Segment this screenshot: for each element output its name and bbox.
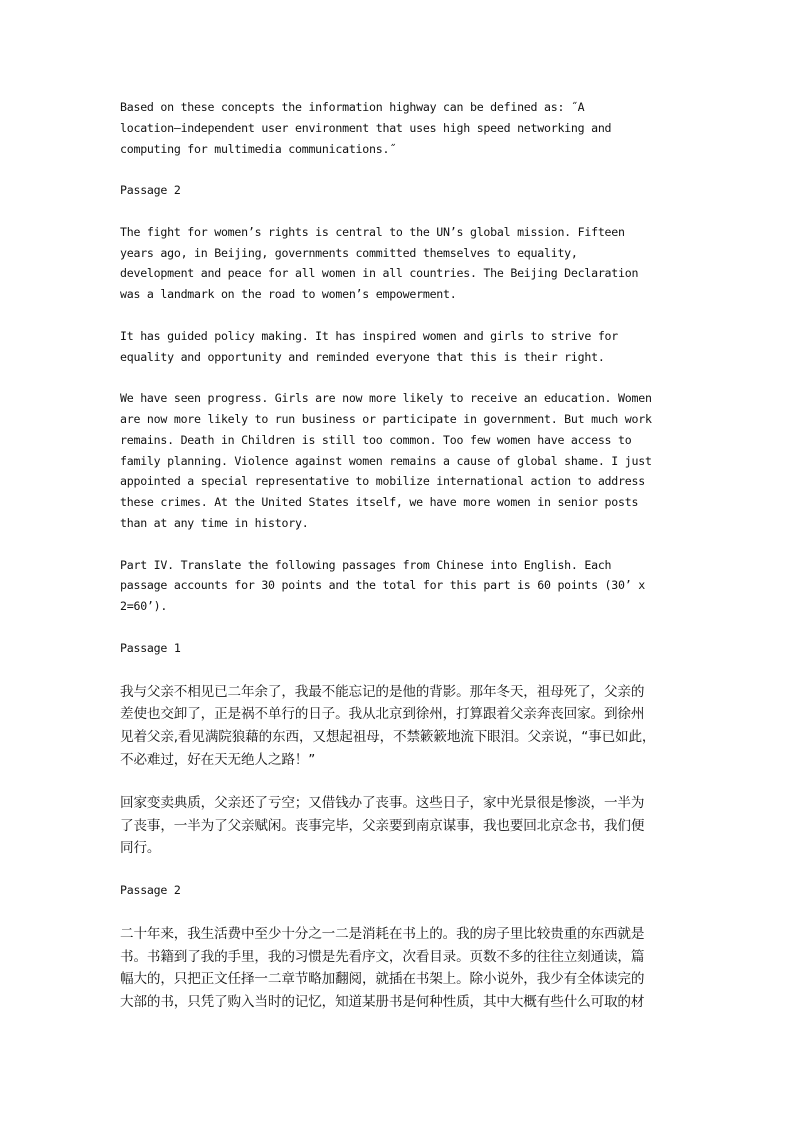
text-line: It has guided policy making. It has inspired women and girls to strive for: [120, 328, 619, 343]
text-line: 书。书籍到了我的手里，我的习惯是先看序文，次看目录。页数不多的往往立刻通读，篇: [120, 948, 645, 965]
passage-2-paragraph-1: [120, 222, 690, 305]
text-line: than at any time in history.: [120, 515, 309, 530]
text-line: appointed a special representative to mobilize international action to address: [120, 474, 645, 489]
chinese-paragraph-3: [120, 923, 690, 1014]
text-line: 了丧事，一半为了父亲赋闲。丧事完毕，父亲要到南京谋事，我也要回北京念书，我们便: [120, 817, 645, 834]
text-line: remains. Death in Children is still too common. Too few women have access to: [120, 432, 632, 447]
intro-paragraph: [120, 97, 690, 159]
passage-2-heading: Passage 2: [120, 183, 181, 198]
text-line: 我与父亲不相见已二年余了，我最不能忘记的是他的背影。那年冬天，祖母死了，父亲的: [120, 683, 645, 700]
part-iv-passage-1-heading: Passage 1: [120, 640, 181, 655]
text-line: Based on these concepts the information highway can be defined as: ˝A: [120, 100, 585, 114]
part-iv-passage-2-heading: Passage 2: [120, 883, 181, 898]
passage-2-paragraph-2: [120, 326, 690, 368]
text-line: 二十年来，我生活费中至少十分之一二是消耗在书上的。我的房子里比较贵重的东西就是: [120, 925, 645, 942]
text-line: Part IV. Translate the following passages from Chinese into English. Each: [120, 557, 612, 572]
text-line: 同行。: [120, 840, 161, 857]
text-line: are now more likely to run business or participate in government. But much work: [120, 411, 652, 426]
document-body: [120, 97, 690, 1034]
text-line: these crimes. At the United States itself, we have more women in senior posts: [120, 495, 639, 510]
chinese-paragraph-2: [120, 792, 690, 860]
text-line: computing for multimedia communications.˝: [120, 141, 396, 156]
text-line: 不必难过，好在天无绝人之路！”: [120, 751, 316, 768]
text-line: development and peace for all women in all countries. The Beijing Declaration: [120, 266, 639, 281]
text-line: 大部的书，只凭了购入当时的记忆，知道某册书是何种性质，其中大概有些什么可取的材: [120, 994, 645, 1011]
text-line: We have seen progress. Girls are now more likely to receive an education. Women: [120, 391, 652, 406]
part-iv-instructions: [120, 555, 690, 617]
text-line: 差使也交卸了，正是祸不单行的日子。我从北京到徐州，打算跟着父亲奔丧回家。到徐州: [120, 706, 645, 723]
text-line: family planning. Violence against women remains a cause of global shame. I just: [120, 453, 652, 468]
text-line: 回家变卖典质，父亲还了亏空；又借钱办了丧事。这些日子，家中光景很是惨淡，一半为: [120, 794, 645, 811]
text-line: equality and opportunity and reminded everyone that this is their right.: [120, 349, 605, 364]
chinese-paragraph-1: [120, 681, 690, 772]
text-line: years ago, in Beijing, governments committed themselves to equality,: [120, 245, 578, 260]
text-line: location–independent user environment that uses high speed networking and: [120, 120, 612, 135]
text-line: 幅大的，只把正文任择一二章节略加翻阅，就插在书架上。除小说外，我少有全体读完的: [120, 971, 645, 988]
text-line: 见着父亲,看见满院狼藉的东西，又想起祖母，不禁簌簌地流下眼泪。父亲说，“事已如此，: [120, 729, 656, 746]
passage-2-paragraph-3: [120, 388, 690, 534]
text-line: 2=60’).: [120, 599, 168, 614]
text-line: passage accounts for 30 points and the total for this part is 60 points (30’ x: [120, 578, 645, 593]
text-line: The fight for women’s rights is central to the UN’s global mission. Fifteen: [120, 224, 625, 239]
text-line: was a landmark on the road to women’s empowerment.: [120, 287, 457, 302]
